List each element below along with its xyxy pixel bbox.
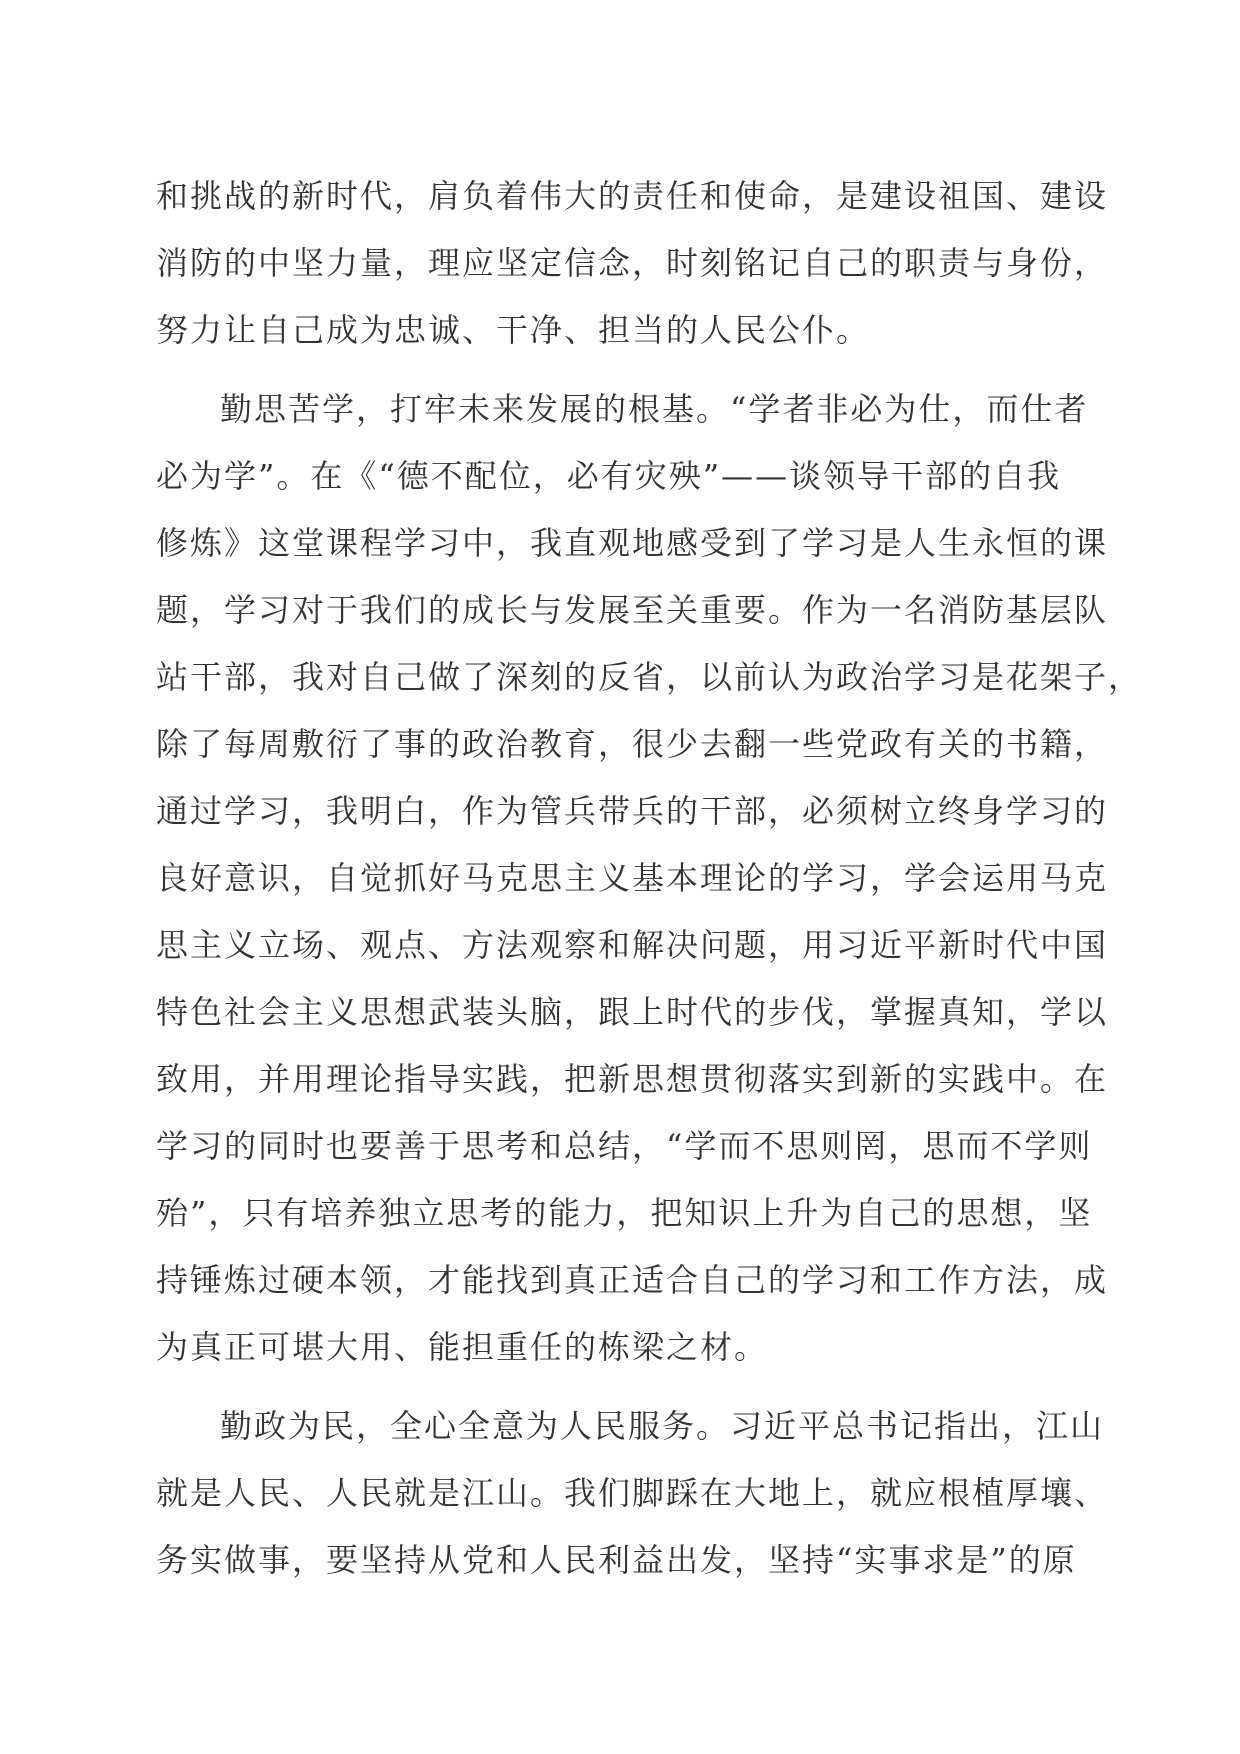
paragraph-first-line: 勤政为民，全心全意为人民服务。习近平总书记指出，江山 — [220, 1407, 1105, 1445]
text-line: 站干部，我对自己做了深刻的反省，以前认为政治学习是花架子， — [156, 658, 1143, 696]
text-line: 修炼》这堂课程学习中，我直观地感受到了学习是人生永恒的课 — [156, 524, 1109, 562]
text-line: 思主义立场、观点、方法观察和解决问题，用习近平新时代中国 — [156, 926, 1109, 964]
paragraph-first-line: 勤思苦学，打牢未来发展的根基。“学者非必为仕，而仕者 — [220, 390, 1089, 428]
text-line: 良好意识，自觉抓好马克思主义基本理论的学习，学会运用马克 — [156, 859, 1109, 897]
text-line: 务实做事，要坚持从党和人民利益出发，坚持“实事求是”的原 — [156, 1541, 1077, 1579]
text-line: 殆”，只有培养独立思考的能力，把知识上升为自己的思想，坚 — [156, 1194, 1093, 1232]
text-line: 通过学习，我明白，作为管兵带兵的干部，必须树立终身学习的 — [156, 792, 1109, 830]
text-line: 致用，并用理论指导实践，把新思想贯彻落实到新的实践中。在 — [156, 1060, 1109, 1098]
text-line: 特色社会主义思想武装头脑，跟上时代的步伐，掌握真知，学以 — [156, 993, 1109, 1031]
text-line: 必为学”。在《“德不配位，必有灾殃”——谈领导干部的自我 — [156, 457, 1062, 495]
text-line: 除了每周敷衍了事的政治教育，很少去翻一些党政有关的书籍， — [156, 725, 1109, 763]
text-line: 持锤炼过硬本领，才能找到真正适合自己的学习和工作方法，成 — [156, 1261, 1109, 1299]
text-line: 和挑战的新时代，肩负着伟大的责任和使命，是建设祖国、建设 — [156, 177, 1109, 215]
text-line: 消防的中坚力量，理应坚定信念，时刻铭记自己的职责与身份， — [156, 244, 1109, 282]
text-line: 努力让自己成为忠诚、干净、担当的人民公仆。 — [156, 311, 871, 349]
text-line: 题，学习对于我们的成长与发展至关重要。作为一名消防基层队 — [156, 591, 1109, 629]
text-line: 就是人民、人民就是江山。我们脚踩在大地上，就应根植厚壤、 — [156, 1474, 1109, 1512]
text-line: 为真正可堪大用、能担重任的栋梁之材。 — [156, 1328, 769, 1366]
text-line: 学习的同时也要善于思考和总结，“学而不思则罔，思而不学则 — [156, 1127, 1093, 1165]
